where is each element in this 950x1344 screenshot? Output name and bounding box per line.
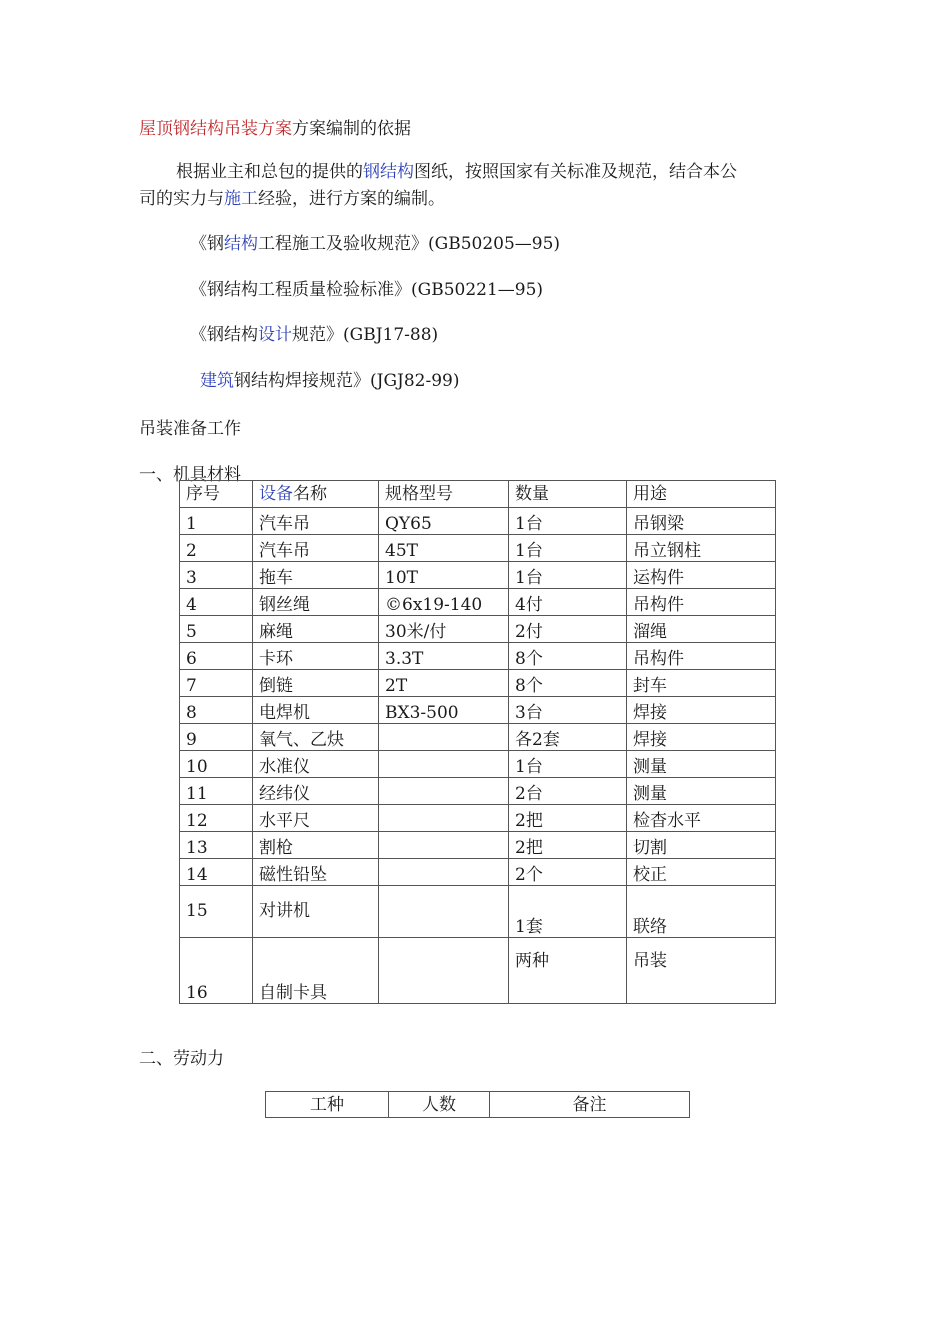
para-text: 经验，进行方案的编制。	[258, 189, 445, 209]
document-title	[139, 114, 411, 139]
link-design[interactable]: 设计	[258, 325, 292, 345]
ref-text: 《钢结构工程质量检验标准》(GB50221—95)	[190, 280, 544, 300]
header-name-text: 名称	[293, 483, 327, 504]
cell-use: 检杳水平	[627, 805, 776, 832]
table-row	[180, 751, 776, 778]
cell-name: 汽车吊	[253, 535, 379, 562]
link-construction[interactable]: 施工	[224, 189, 258, 209]
cell-qty: 1台	[509, 535, 627, 562]
cell-spec	[379, 886, 509, 938]
cell-name: 电焊机	[253, 697, 379, 724]
link-equipment[interactable]: 设备	[259, 483, 293, 504]
header-use: 用途	[627, 481, 776, 508]
cell-name: 麻绳	[253, 616, 379, 643]
cell-use: 联络	[627, 886, 776, 938]
table-row	[180, 697, 776, 724]
cell-qty: 4付	[509, 589, 627, 616]
para-text: 根据业主和总包的提供的	[176, 162, 363, 182]
link-building[interactable]: 建筑	[200, 371, 234, 391]
cell-spec	[379, 805, 509, 832]
cell-use: 吊构件	[627, 643, 776, 670]
cell-qty: 2台	[509, 778, 627, 805]
header-no: 序号	[180, 481, 253, 508]
cell-use: 吊构件	[627, 589, 776, 616]
cell-spec: BX3-500	[379, 697, 509, 724]
cell-use: 焊接	[627, 697, 776, 724]
cell-qty: 8个	[509, 670, 627, 697]
header-name	[253, 481, 379, 508]
cell-qty: 各2套	[509, 724, 627, 751]
cell-name: 水准仪	[253, 751, 379, 778]
cell-spec: 30米/付	[379, 616, 509, 643]
header-qty: 数量	[509, 481, 627, 508]
cell-qty: 1台	[509, 751, 627, 778]
cell-spec: 45T	[379, 535, 509, 562]
cell-use: 溜绳	[627, 616, 776, 643]
cell-name: 经纬仪	[253, 778, 379, 805]
table-row	[180, 562, 776, 589]
cell-use: 焊接	[627, 724, 776, 751]
prep-heading: 吊装准备工作	[139, 419, 241, 439]
cell-use: 校正	[627, 859, 776, 886]
table-row	[180, 616, 776, 643]
cell-qty: 3台	[509, 697, 627, 724]
cell-no: 11	[180, 778, 253, 805]
cell-use: 运构件	[627, 562, 776, 589]
ref-text: 工程施工及验收规范》(GB50205—95)	[258, 234, 561, 254]
ref-text: 《钢结构	[190, 325, 258, 345]
cell-spec: ©6x19-140	[379, 589, 509, 616]
cell-qty: 1台	[509, 562, 627, 589]
table-row	[180, 535, 776, 562]
cell-qty: 1台	[509, 508, 627, 535]
ref-text: 钢结构焊接规范》(JGJ82-99)	[234, 371, 460, 391]
cell-no: 12	[180, 805, 253, 832]
cell-name: 汽车吊	[253, 508, 379, 535]
header-note: 备注	[490, 1092, 690, 1118]
cell-spec	[379, 724, 509, 751]
labor-table	[265, 1091, 690, 1118]
cell-name: 自制卡具	[253, 938, 379, 1004]
cell-qty: 1套	[509, 886, 627, 938]
cell-use: 封车	[627, 670, 776, 697]
cell-no: 2	[180, 535, 253, 562]
intro-paragraph-line-1	[176, 157, 737, 182]
link-structure[interactable]: 结构	[224, 234, 258, 254]
header-spec: 规格型号	[379, 481, 509, 508]
cell-qty: 2把	[509, 832, 627, 859]
cell-no: 4	[180, 589, 253, 616]
cell-no: 13	[180, 832, 253, 859]
cell-use: 吊立钢柱	[627, 535, 776, 562]
reference-3	[190, 320, 438, 345]
cell-no: 10	[180, 751, 253, 778]
table-row	[180, 589, 776, 616]
cell-spec	[379, 832, 509, 859]
cell-use: 测量	[627, 778, 776, 805]
cell-spec: 2T	[379, 670, 509, 697]
cell-no: 3	[180, 562, 253, 589]
cell-name: 磁性铅坠	[253, 859, 379, 886]
cell-spec	[379, 859, 509, 886]
cell-qty: 2个	[509, 859, 627, 886]
table-row	[180, 886, 776, 938]
cell-spec	[379, 938, 509, 1004]
table-row	[180, 508, 776, 535]
table-row	[180, 805, 776, 832]
cell-spec: QY65	[379, 508, 509, 535]
cell-spec: 3.3T	[379, 643, 509, 670]
cell-no: 7	[180, 670, 253, 697]
reference-2	[190, 275, 543, 300]
cell-qty: 两种	[509, 938, 627, 1004]
para-text: 司的实力与	[139, 189, 224, 209]
cell-no: 1	[180, 508, 253, 535]
cell-name: 钢丝绳	[253, 589, 379, 616]
reference-1	[190, 229, 560, 254]
cell-no: 14	[180, 859, 253, 886]
section-1-heading: 一、机具材料	[139, 465, 241, 485]
table-row	[180, 938, 776, 1004]
intro-paragraph-line-2	[139, 184, 445, 209]
cell-name: 对讲机	[253, 886, 379, 938]
header-count: 人数	[389, 1092, 490, 1118]
cell-name: 卡环	[253, 643, 379, 670]
cell-use: 切割	[627, 832, 776, 859]
cell-spec	[379, 751, 509, 778]
cell-no: 9	[180, 724, 253, 751]
ref-text: 规范》(GBJ17-88)	[292, 325, 439, 345]
cell-no: 8	[180, 697, 253, 724]
table-row	[180, 832, 776, 859]
equipment-table	[179, 480, 776, 1004]
cell-spec: 10T	[379, 562, 509, 589]
table-row	[180, 778, 776, 805]
header-trade: 工种	[266, 1092, 389, 1118]
cell-qty: 2付	[509, 616, 627, 643]
cell-no: 15	[180, 886, 253, 938]
cell-name: 倒链	[253, 670, 379, 697]
reference-4	[200, 366, 459, 391]
table-row	[180, 643, 776, 670]
cell-name: 拖车	[253, 562, 379, 589]
cell-name: 割枪	[253, 832, 379, 859]
cell-name: 氧气、乙炔	[253, 724, 379, 751]
labor-header-row	[266, 1092, 690, 1118]
cell-no: 5	[180, 616, 253, 643]
ref-text: 《钢	[190, 234, 224, 254]
cell-use: 测量	[627, 751, 776, 778]
cell-use: 吊装	[627, 938, 776, 1004]
cell-name: 水平尺	[253, 805, 379, 832]
cell-spec	[379, 778, 509, 805]
link-steel-structure[interactable]: 钢结构	[363, 162, 414, 182]
table-row	[180, 670, 776, 697]
cell-qty: 8个	[509, 643, 627, 670]
section-2-heading: 二、劳动力	[139, 1049, 224, 1069]
cell-qty: 2把	[509, 805, 627, 832]
para-text: 图纸，按照国家有关标准及规范，结合本公	[414, 162, 737, 182]
table-row	[180, 724, 776, 751]
table-row	[180, 859, 776, 886]
cell-no: 6	[180, 643, 253, 670]
title-black-part: 方案编制的依据	[292, 119, 411, 139]
cell-no: 16	[180, 938, 253, 1004]
table-header-row	[180, 481, 776, 508]
cell-use: 吊钢梁	[627, 508, 776, 535]
title-red-part: 屋顶钢结构吊装方案	[139, 119, 292, 139]
